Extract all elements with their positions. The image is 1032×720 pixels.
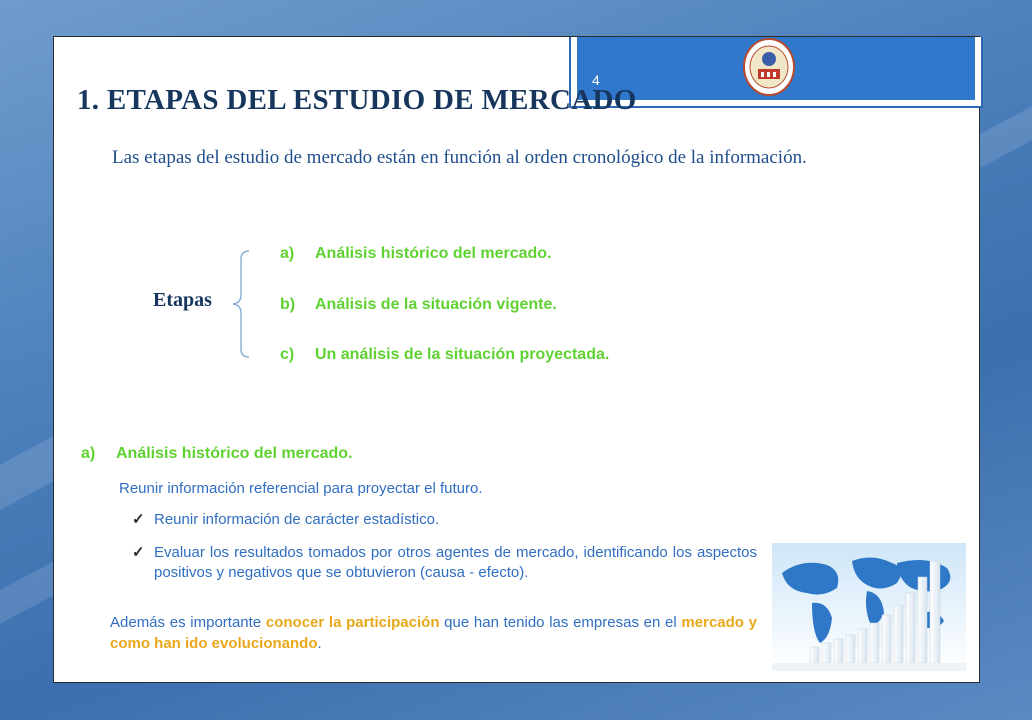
world-map-bar-chart-image (772, 543, 966, 671)
section-heading (81, 445, 353, 463)
stage-marker: c) (280, 346, 295, 363)
header-bar (577, 37, 975, 100)
checkmark-icon: ✓ (132, 511, 145, 528)
check-item-text: Reunir información de carácter estadístico. (154, 511, 440, 528)
stage-text: Un análisis de la situación proyectada. (315, 346, 610, 363)
stage-item-c (280, 346, 609, 364)
stage-marker: a) (280, 245, 295, 262)
section-marker: a) (81, 445, 96, 462)
section-lead: Reunir información referencial para proyectar el futuro. (119, 480, 483, 497)
closing-text: . (317, 635, 322, 652)
university-seal-logo (742, 37, 796, 97)
curly-brace-icon (229, 249, 251, 359)
section-heading-text: Análisis histórico del mercado. (116, 445, 353, 462)
closing-text: Además es importante (110, 614, 266, 631)
check-item-text: Evaluar los resultados tomados por otros agentes de mercado, identificando los aspectos positivos y negativos que se obtuvieron (causa - efecto). (154, 544, 757, 581)
check-item (132, 510, 757, 530)
highlight-text: conocer la participación (265, 614, 440, 631)
highlight-text: mercado y como han ido evolucionando (110, 614, 757, 652)
stage-item-b (280, 296, 557, 314)
closing-paragraph (110, 612, 757, 654)
slide-content (53, 36, 980, 683)
page-title: 1. ETAPAS DEL ESTUDIO DE MERCADO (77, 84, 637, 116)
stages-label: Etapas (153, 289, 212, 311)
checkmark-icon: ✓ (132, 544, 145, 561)
stage-marker: b) (280, 296, 296, 313)
stage-item-a (280, 245, 552, 263)
stage-text: Análisis de la situación vigente. (315, 296, 557, 313)
page-number: 4 (592, 72, 600, 88)
intro-paragraph: Las etapas del estudio de mercado están en función al orden cronológico de la información. (112, 147, 807, 168)
check-item (132, 543, 757, 583)
stage-text: Análisis histórico del mercado. (315, 245, 552, 262)
closing-text: que han tenido las empresas en el (439, 614, 682, 631)
